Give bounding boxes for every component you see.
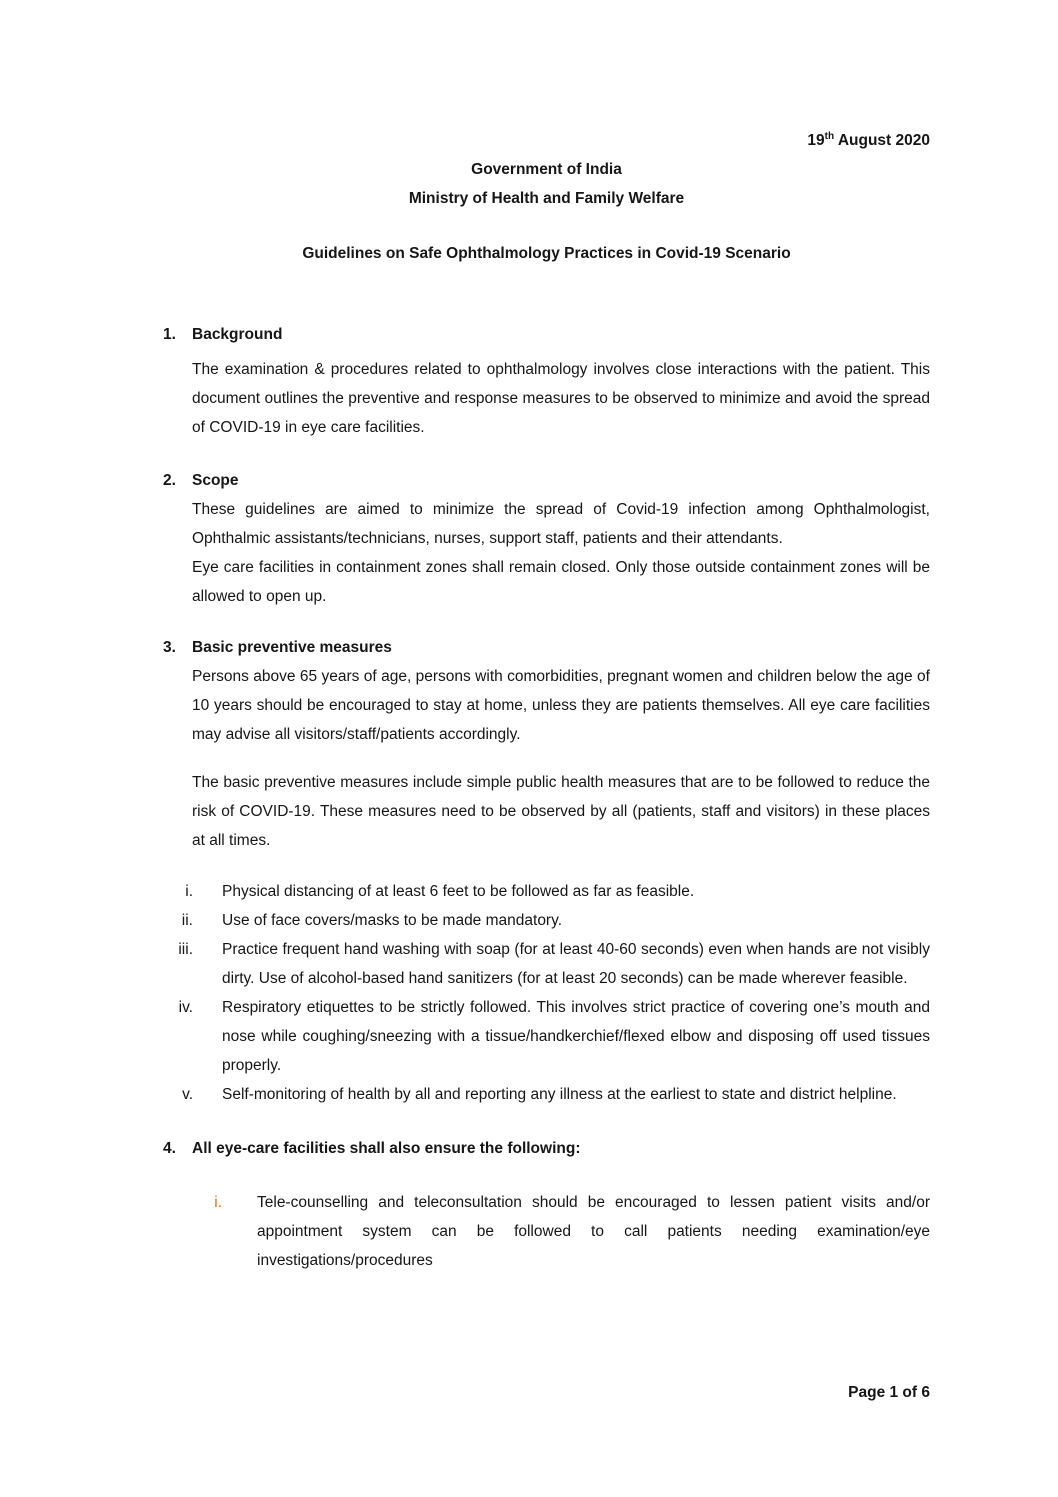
section-number: 1.	[163, 326, 176, 343]
section-heading: Background	[192, 326, 283, 343]
section-scope	[163, 466, 930, 611]
list-item	[163, 1080, 930, 1109]
roman-numeral-list	[163, 877, 930, 1109]
list-item-text: Physical distancing of at least 6 feet to be followed as far as feasible.	[222, 883, 695, 900]
list-item	[163, 993, 930, 1080]
paragraph: Persons above 65 years of age, persons with comorbidities, pregnant women and children below the age of 10 years should be encouraged to stay at home, unless they are patients themselves. All eye care facilities may advise all visitors/staff/patients accordingly.	[192, 668, 930, 743]
paragraph: The basic preventive measures include simple public health measures that are to be followed to reduce the risk of COVID-19. These measures need to be observed by all (patients, staff and visitors) in these places at all times.	[192, 774, 930, 849]
section-heading: Scope	[192, 472, 239, 489]
page-number-footer: Page 1 of 6	[848, 1384, 930, 1401]
government-line: Government of India	[471, 161, 622, 178]
section-number: 4.	[163, 1140, 176, 1157]
list-item-text: Practice frequent hand washing with soap (for at least 40-60 seconds) even when hands are not visibly dirty. Use of alcohol-based hand sanitizers (for at least 20 seconds) can be made wherever feasible.	[222, 941, 930, 987]
list-marker-accent: i.	[214, 1194, 222, 1211]
list-marker: v.	[182, 1086, 193, 1103]
section-eye-care-facilities	[163, 1134, 930, 1275]
date-line	[163, 126, 930, 155]
document-title: Guidelines on Safe Ophthalmology Practices in Covid-19 Scenario	[302, 245, 791, 262]
section-background	[163, 320, 930, 442]
section-heading-row	[163, 466, 930, 495]
section-heading-row	[163, 320, 930, 349]
section-number: 3.	[163, 639, 176, 656]
paragraph: Eye care facilities in containment zones shall remain closed. Only those outside containment zones will be allowed to open up.	[192, 559, 930, 605]
list-item-text: Respiratory etiquettes to be strictly followed. This involves strict practice of covering one’s mouth and nose while coughing/sneezing with a tissue/handkerchief/flexed elbow and disposing off used tissues properly.	[222, 999, 930, 1074]
section-basic-preventive-measures	[163, 633, 930, 1109]
section-heading: All eye-care facilities shall also ensure the following:	[192, 1140, 581, 1157]
section-heading: Basic preventive measures	[192, 639, 392, 656]
date-ordinal: th	[824, 130, 835, 142]
list-marker: iv.	[178, 999, 193, 1016]
date-day: 19	[807, 132, 825, 149]
list-item	[163, 935, 930, 993]
list-item-text: Use of face covers/masks to be made mandatory.	[222, 912, 563, 929]
list-marker: i.	[185, 883, 193, 900]
paragraph: These guidelines are aimed to minimize the spread of Covid-19 infection among Ophthalmologist, Ophthalmic assistants/technicians, nurses, support staff, patients and their attendants.	[192, 501, 930, 547]
list-item	[163, 877, 930, 906]
list-item	[163, 1188, 930, 1275]
roman-numeral-list	[163, 1188, 930, 1275]
list-marker: iii.	[178, 941, 193, 958]
section-number: 2.	[163, 472, 176, 489]
section-heading-row	[163, 1134, 930, 1163]
list-item	[163, 906, 930, 935]
section-heading-row	[163, 633, 930, 662]
list-item-text: Self-monitoring of health by all and reporting any illness at the earliest to state and district helpline.	[222, 1086, 897, 1103]
ministry-line: Ministry of Health and Family Welfare	[408, 190, 685, 207]
list-marker: ii.	[181, 912, 193, 929]
list-item-text: Tele-counselling and teleconsultation should be encouraged to lessen patient visits and/or appointment system can be followed to call patients needing examination/eye investigations/procedures	[257, 1194, 930, 1269]
paragraph: The examination & procedures related to ophthalmology involves close interactions with the patient. This document outlines the preventive and response measures to be observed to minimize and avoid the spread of COVID-19 in eye care facilities.	[192, 361, 930, 436]
date-rest: August 2020	[834, 132, 930, 149]
